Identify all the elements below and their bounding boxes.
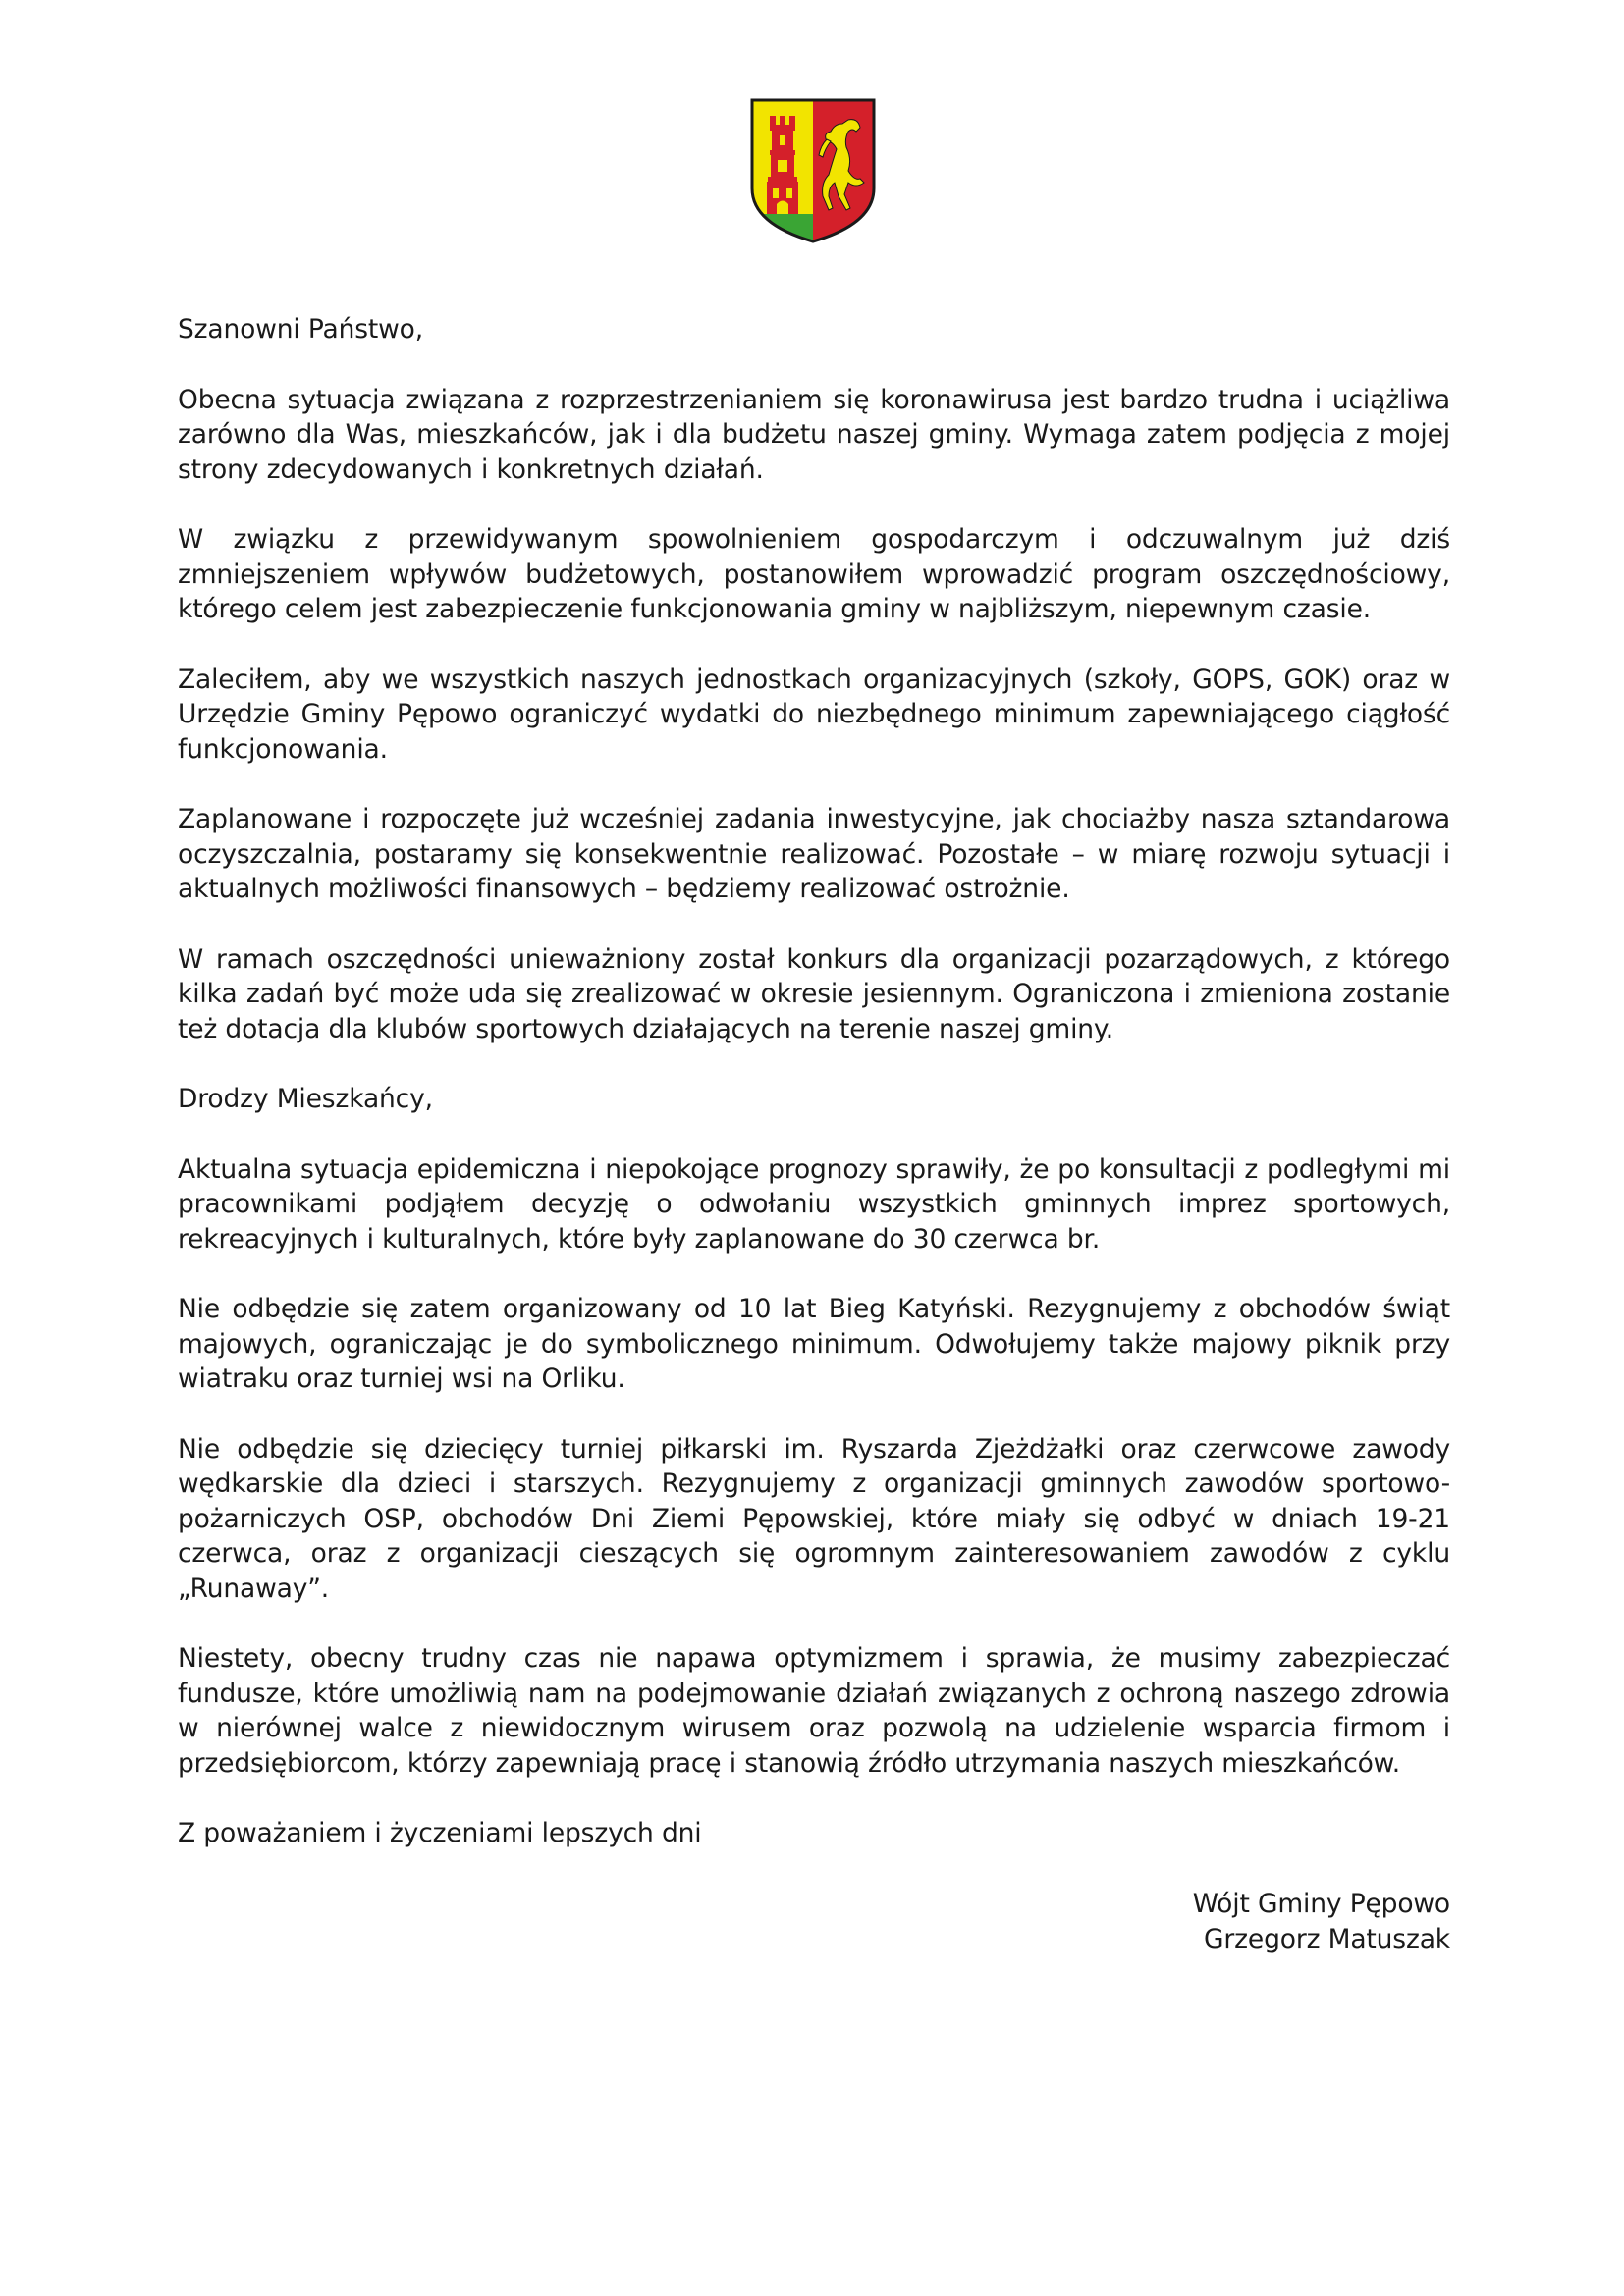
paragraph-expense-limits: Zaleciłem, aby we wszystkich naszych jednostkach organizacyjnych (szkoły, GOPS, GOK) oraz w Urzędzie Gminy Pępowo ograniczyć wydatki do niezbędnego minimum zapewniającego ciągłość funkcjonowania.: [178, 664, 1450, 765]
salutation-residents: Drodzy Mieszkańcy,: [178, 1084, 433, 1114]
paragraph-investments: Zaplanowane i rozpoczęte już wcześniej zadania inwestycyjne, jak chociażby nasza sztandarowa oczyszczalnia, postaramy się konsekwentnie realizować. Pozostałe – w miarę rozwoju sytuacji i aktualnych możliwości finansowych – będziemy realizować ostrożnie.: [178, 804, 1450, 904]
paragraph-tournaments: Nie odbędzie się dziecięcy turniej piłkarski im. Ryszarda Zjeżdżałki oraz czerwcowe zawody wędkarskie dla dzieci i starszych. Rezygnujemy z organizacji gminnych zawodów sportowo-pożarniczych OSP, obchodów Dni Ziemi Pępowskiej, które miały się odbyć w dniach 19-21 czerwca, oraz z organizacji cieszących się ogromnym zainteresowaniem zawodów z cyklu „Runaway”.: [178, 1433, 1450, 1604]
salutation: Szanowni Państwo,: [178, 314, 424, 345]
closing-line: Z poważaniem i życzeniami lepszych dni: [178, 1818, 702, 1848]
paragraph-ngo-contest: W ramach oszczędności unieważniony został konkurs dla organizacji pozarządowych, z którego kilka zadań być może uda się zrealizować w okresie jesiennym. Ograniczona i zmieniona zostanie też dotacja dla klubów sportowych działających na terenie naszej gminy.: [178, 943, 1450, 1044]
letter-body: [178, 312, 1450, 1957]
signature-block: [178, 1887, 1450, 1957]
paragraph-savings-program: W związku z przewidywanym spowolnieniem gospodarczym i odczuwalnym już dziś zmniejszeniem wpływów budżetowych, postanowiłem wprowadzić program oszczędnościowy, którego celem jest zabezpieczenie funkcjonowania gminy w najbliższym, niepewnym czasie.: [178, 524, 1450, 624]
signature-name: Grzegorz Matuszak: [1204, 1923, 1450, 1954]
paragraph-situation: Obecna sytuacja związana z rozprzestrzenianiem się koronawirusa jest bardzo trudna i uciążliwa zarówno dla Was, mieszkańców, jak i dla budżetu naszej gminy. Wymaga zatem podjęcia z mojej strony zdecydowanych i konkretnych działań.: [178, 384, 1450, 485]
paragraph-funds: Niestety, obecny trudny czas nie napawa optymizmem i sprawia, że musimy zabezpieczać fundusze, które umożliwią nam na podejmowanie działań związanych z ochroną naszego zdrowia w nierównej walce z niewidocznym wirusem oraz pozwolą na udzielenie wsparcia firmom i przedsiębiorcom, którzy zapewniają pracę i stanowią źródło utrzymania naszych mieszkańców.: [178, 1643, 1450, 1779]
coat-of-arms-icon: [750, 98, 876, 243]
paragraph-events-cancelled: Aktualna sytuacja epidemiczna i niepokojące prognozy sprawiły, że po konsultacji z podległymi mi pracownikami podjąłem decyzję o odwołaniu wszystkich gminnych imprez sportowych, rekreacyjnych i kulturalnych, które były zaplanowane do 30 czerwca br.: [178, 1153, 1450, 1255]
signature-title: Wójt Gminy Pępowo: [1192, 1888, 1450, 1919]
paragraph-katyn-run: Nie odbędzie się zatem organizowany od 10 lat Bieg Katyński. Rezygnujemy z obchodów świąt majowych, ograniczając je do symbolicznego minimum. Odwołujemy także majowy piknik przy wiatraku oraz turniej wsi na Orliku.: [178, 1294, 1450, 1394]
